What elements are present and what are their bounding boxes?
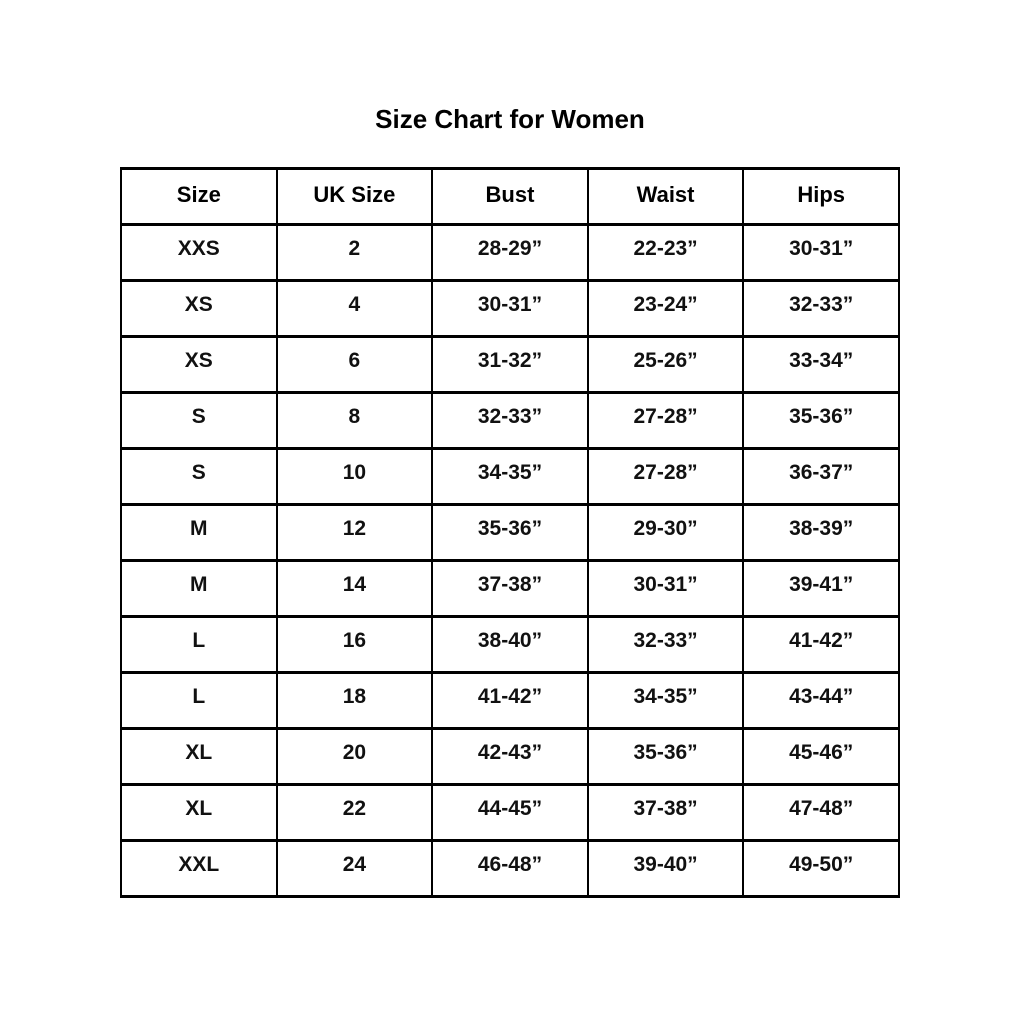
table-cell: 32-33”: [432, 393, 588, 449]
table-cell: 39-41”: [743, 561, 899, 617]
table-cell: 22-23”: [588, 225, 744, 281]
table-row: [121, 841, 899, 897]
table-row: [121, 673, 899, 729]
table-row: [121, 393, 899, 449]
table-cell: L: [121, 617, 277, 673]
column-header-uk-size: UK Size: [277, 169, 433, 225]
table-row: [121, 281, 899, 337]
table-cell: 25-26”: [588, 337, 744, 393]
table-row: [121, 729, 899, 785]
table-cell: XL: [121, 729, 277, 785]
table-cell: 18: [277, 673, 433, 729]
table-cell: 35-36”: [432, 505, 588, 561]
table-cell: 47-48”: [743, 785, 899, 841]
column-header-waist: Waist: [588, 169, 744, 225]
table-row: [121, 617, 899, 673]
table-cell: 38-39”: [743, 505, 899, 561]
table-cell: 45-46”: [743, 729, 899, 785]
table-row: [121, 225, 899, 281]
table-cell: 6: [277, 337, 433, 393]
table-cell: 29-30”: [588, 505, 744, 561]
table-body: [121, 225, 899, 897]
table-row: [121, 785, 899, 841]
table-cell: 37-38”: [432, 561, 588, 617]
table-row: [121, 505, 899, 561]
table-row: [121, 337, 899, 393]
table-cell: XXS: [121, 225, 277, 281]
page-title: Size Chart for Women: [375, 104, 645, 134]
table-cell: 33-34”: [743, 337, 899, 393]
table-cell: 34-35”: [432, 449, 588, 505]
table-row: [121, 561, 899, 617]
table-cell: 39-40”: [588, 841, 744, 897]
table-cell: 46-48”: [432, 841, 588, 897]
table-cell: 37-38”: [588, 785, 744, 841]
table-cell: 10: [277, 449, 433, 505]
table-cell: 31-32”: [432, 337, 588, 393]
table-cell: 38-40”: [432, 617, 588, 673]
table-cell: 30-31”: [588, 561, 744, 617]
table-row: [121, 449, 899, 505]
table-cell: 16: [277, 617, 433, 673]
table-cell: 23-24”: [588, 281, 744, 337]
table-cell: 24: [277, 841, 433, 897]
table-cell: S: [121, 393, 277, 449]
table-cell: 12: [277, 505, 433, 561]
table-cell: 34-35”: [588, 673, 744, 729]
table-cell: 42-43”: [432, 729, 588, 785]
table-header: [121, 169, 899, 225]
table-cell: 44-45”: [432, 785, 588, 841]
table-cell: 32-33”: [743, 281, 899, 337]
table-cell: 2: [277, 225, 433, 281]
table-cell: 28-29”: [432, 225, 588, 281]
table-cell: 27-28”: [588, 393, 744, 449]
table-cell: L: [121, 673, 277, 729]
table-cell: XXL: [121, 841, 277, 897]
table-cell: XS: [121, 281, 277, 337]
table-cell: 41-42”: [432, 673, 588, 729]
table-cell: 35-36”: [588, 729, 744, 785]
table-cell: 30-31”: [432, 281, 588, 337]
table-header-row: [121, 169, 899, 225]
table-cell: 43-44”: [743, 673, 899, 729]
table-cell: 14: [277, 561, 433, 617]
table-cell: 27-28”: [588, 449, 744, 505]
table-cell: 22: [277, 785, 433, 841]
column-header-size: Size: [121, 169, 277, 225]
table-cell: 41-42”: [743, 617, 899, 673]
table-cell: 8: [277, 393, 433, 449]
table-cell: M: [121, 561, 277, 617]
column-header-hips: Hips: [743, 169, 899, 225]
table-cell: 36-37”: [743, 449, 899, 505]
table-cell: 49-50”: [743, 841, 899, 897]
table-cell: 20: [277, 729, 433, 785]
table-cell: 35-36”: [743, 393, 899, 449]
column-header-bust: Bust: [432, 169, 588, 225]
size-chart-table: [120, 167, 900, 898]
table-cell: 30-31”: [743, 225, 899, 281]
table-cell: 4: [277, 281, 433, 337]
table-cell: XL: [121, 785, 277, 841]
table-cell: XS: [121, 337, 277, 393]
table-cell: 32-33”: [588, 617, 744, 673]
table-cell: M: [121, 505, 277, 561]
table-cell: S: [121, 449, 277, 505]
